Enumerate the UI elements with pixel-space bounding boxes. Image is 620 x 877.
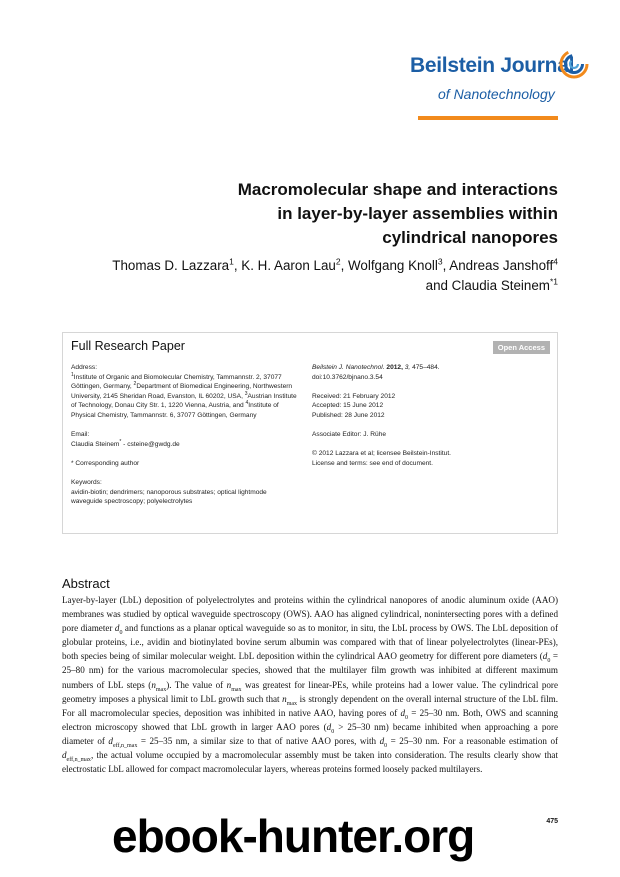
swirl-logo-icon [558, 48, 590, 80]
affiliation-mark: 1 [229, 256, 234, 267]
affiliation-mark: 1 [71, 371, 74, 378]
page-number: 475 [546, 818, 558, 825]
journal-name-line2: of Nanotechnology [438, 86, 555, 102]
affiliation-text: Institute of Organic and Biomolecular Chemistry, Tammannstr. 2, 37077 Göttingen, Germany, [71, 373, 282, 391]
citation-year: 2012, [384, 364, 403, 371]
author-line-1 [38, 256, 558, 276]
journal-accent-bar [418, 116, 558, 120]
affiliation-mark: 4 [245, 400, 249, 407]
affiliation-mark: 2 [335, 256, 341, 267]
doi-link[interactable]: doi:10.3762/bjnano.3.54 [312, 373, 383, 381]
journal-name-line1: Beilstein Journal [410, 54, 575, 77]
keywords-label: Keywords: [71, 479, 102, 487]
address-text [71, 373, 299, 421]
copyright-line: © 2012 Lazzara et al; licensee Beilstein-Institut. [312, 450, 452, 458]
watermark-text: ebook-hunter.org [112, 810, 475, 862]
article-type-heading: Full Research Paper [71, 339, 185, 353]
author-name: , Andreas Janshoff [442, 258, 554, 273]
open-access-badge: Open Access [493, 341, 550, 354]
email-line [71, 440, 299, 450]
affiliation-text: Institute of Physical Chemistry, Tammannstr. 6, 37077 Göttingen, Germany [71, 402, 279, 419]
article-info-left-column [71, 363, 299, 517]
author-list [38, 256, 558, 296]
received-date: Received: 21 February 2012 [312, 392, 396, 400]
abstract-heading: Abstract [62, 576, 110, 591]
affiliation-mark: 3 [437, 256, 443, 267]
abstract-text: Layer-by-layer (LbL) deposition of polyelectrolytes and proteins within the cylindrical nanopores of anodic aluminum oxide (AAO) membranes was studied by optical waveguide spectroscopy (OWS). AAO has aligned cylindrical, nonintersecting pores with a defined pore diameter $d_0$ and functions as a planar optical waveguide so as to monitor, in situ, the LbL process by OWS. The LbL deposition of globular proteins, i.e., avidin and biotinylated bovine serum albumin was compared with that of linear polyelectrolytes (linear-PEs), both species being of similar molecular weight. LbL deposition within the cylindrical AAO geometry for different pore diameters ($d_0 = 25-80$ nm) for the various macromolecular species, showed that the multilayer film growth was inhibited at different maximum numbers of LbL steps $(n_{max})$. The value of $n_{max}$ was greatest for linear-PEs, while proteins had a lower value. The cylindrical pore geometry imposes a physical limit to LbL growth such that $n_{max}$ is strongly dependent on the overall internal structure of the LbL film. For all macromolecular species, deposition was inhibited in native AAO, having pores of $d_0 = 25-30$ nm. Both, OWS and scanning electron microscopy showed that LbL growth in larger AAO pores ($d_0 > 25-30$ nm) became inhibited when approaching a pore diameter of $d_{eff,n\_max} = 25-35$ nm, a similar size to that of native AAO pores, with $d_0 = 25-30$ nm. For a reasonable estimation of $d_{eff,n\_max}$, the actual volume occupied by a macromolecular assembly must be taken into consideration. The results clearly show that electrostatic LbL allowed for compact macromolecular layers, whereas proteins formed loosely packed multilayers. [62, 595, 559, 775]
affiliation-mark: *1 [549, 276, 558, 287]
citation-journal: Beilstein J. Nanotechnol. [312, 364, 385, 371]
article-info-right-column [312, 363, 550, 469]
affiliation-mark: 4 [553, 256, 558, 267]
title-line: in layer-by-layer assemblies within [277, 204, 558, 223]
affiliation-text: Austrian Institute of Technology, Donau City Str. 1, 1220 Vienna, Austria, and [71, 392, 297, 410]
keywords-text: avidin-biotin; dendrimers; nanoporous substrates; optical lightmode waveguide spectroscopy; polyelectrolytes [71, 488, 267, 506]
email-label: Email: [71, 431, 90, 439]
corresponding-mark: * [119, 438, 122, 445]
citation-line [312, 363, 550, 373]
title-line: cylindrical nanopores [382, 228, 558, 247]
journal-logo [410, 48, 590, 122]
email-author: Claudia Steinem [71, 440, 120, 448]
author-name: and Claudia Steinem [425, 278, 550, 293]
title-line: Macromolecular shape and interactions [237, 180, 558, 199]
corresponding-note: * Corresponding author [71, 459, 140, 467]
published-date: Published: 28 June 2012 [312, 411, 385, 419]
email-address-link[interactable]: - csteine@gwdg.de [121, 440, 180, 448]
paper-title [118, 178, 558, 250]
author-name: , K. H. Aaron Lau [233, 258, 336, 273]
author-name: Thomas D. Lazzara [112, 258, 230, 273]
author-line-2 [38, 276, 558, 296]
affiliation-mark: 3 [244, 390, 248, 397]
affiliation-mark: 2 [133, 381, 137, 387]
author-name: , Wolfgang Knoll [340, 258, 438, 273]
citation-pages: 475–484. [410, 364, 440, 371]
accepted-date: Accepted: 15 June 2012 [312, 402, 384, 410]
associate-editor: Associate Editor: J. Rühe [312, 431, 387, 439]
affiliation-text: Department of Biomedical Engineering, Northwestern University, 2145 Sheridan Road, Evanston, IL 60202, USA, [71, 383, 293, 400]
address-label: Address: [71, 364, 98, 371]
article-info-box [62, 332, 558, 534]
license-line: License and terms: see end of document. [312, 459, 433, 467]
citation-volume: 3, [402, 364, 411, 371]
